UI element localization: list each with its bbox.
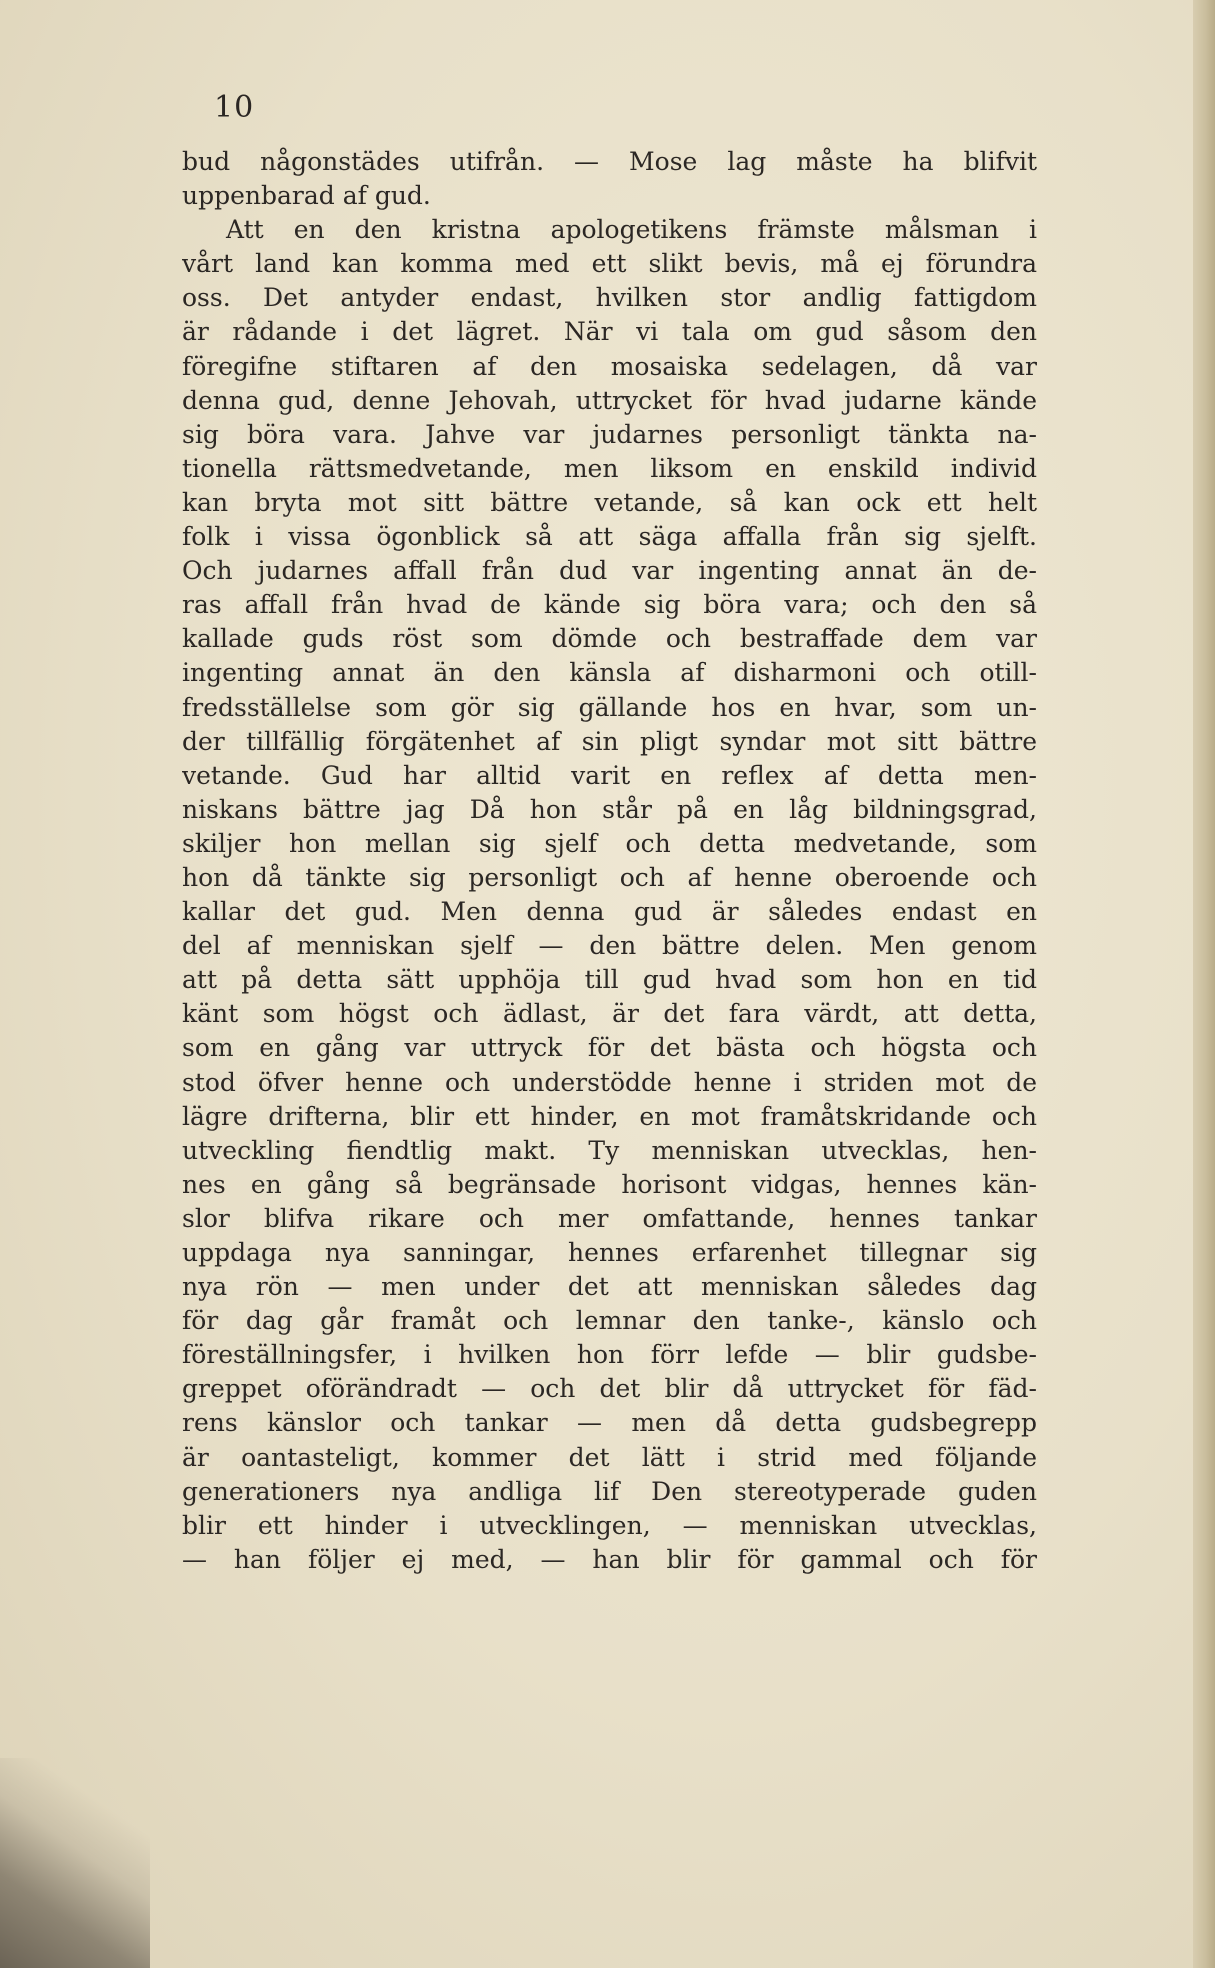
text-line: kallade guds röst som dömde och bestraffade dem var [182,624,1037,654]
text-line: stod öfver henne och understödde henne i striden mot de [182,1067,1037,1097]
text-line: känt som högst och ädlast, är det fara värdt, att detta, [182,999,1037,1029]
text-line: bud någonstädes utifrån. — Mose lag måste ha blifvit [182,147,1037,176]
text-line: är oantasteligt, kommer det lätt i strid med följande [182,1442,1037,1472]
text-line: der tillfällig förgätenhet af sin pligt syndar mot sitt bättre [182,726,1037,756]
text-line: hon då tänkte sig personligt och af henne oberoende och [182,862,1037,892]
text-line: skiljer hon mellan sig sjelf och detta medvetande, som [182,828,1037,858]
text-line: uppdaga nya sanningar, hennes erfarenhet tillegnar sig [182,1238,1037,1267]
text-line: vetande. Gud har alltid varit en reflex af detta men- [182,760,1037,790]
text-line: sig böra vara. Jahve var judarnes personligt tänkta na- [182,419,1037,449]
text-line: ras affall från hvad de kände sig böra vara; och den så [182,590,1037,620]
text-line: föreställningsfer, i hvilken hon förr lefde — blir gudsbe- [182,1340,1037,1370]
text-line: nya rön — men under det att menniskan således dag [182,1272,1037,1302]
text-line: för dag går framåt och lemnar den tanke-, känslo och [182,1306,1037,1336]
text-line: föregifne stiftaren af den mosaiska sedelagen, då var [182,351,1037,381]
text-line: uppenbarad af gud. [182,181,431,211]
text-line: Och judarnes affall från dud var ingenting annat än de- [182,556,1037,586]
text-line: greppet oförändradt — och det blir då uttrycket för fäd- [182,1374,1037,1404]
text-line: som en gång var uttryck för det bästa och högsta och [182,1033,1037,1063]
text-line: kallar det gud. Men denna gud är således endast en [182,897,1037,927]
text-line: slor blifva rikare och mer omfattande, hennes tankar [182,1203,1037,1233]
text-line: oss. Det antyder endast, hvilken stor andlig fattigdom [182,283,1037,313]
text-line: tionella rättsmedvetande, men liksom en enskild individ [182,453,1037,483]
text-line: att på detta sätt upphöja till gud hvad som hon en tid [182,965,1037,995]
page-number: 10 [214,90,255,125]
text-line: niskans bättre jag Då hon står på en låg bildningsgrad, [182,794,1037,824]
text-line: rens känslor och tankar — men då detta gudsbegrepp [182,1408,1037,1438]
corner-shadow [0,1758,150,1968]
text-line: denna gud, denne Jehovah, uttrycket för hvad judarne kände [182,385,1037,415]
text-line: Att en den kristna apologetikens främste målsman i [226,215,1037,245]
text-line: del af menniskan sjelf — den bättre delen. Men genom [182,931,1037,961]
text-line: utveckling fiendtlig makt. Ty menniskan utvecklas, hen- [182,1135,1037,1165]
text-line: blir ett hinder i utvecklingen, — menniskan utvecklas, [182,1510,1037,1540]
text-line: — han följer ej med, — han blir för gammal och för [182,1544,1037,1574]
body-text [182,145,1037,1577]
text-line: folk i vissa ögonblick så att säga affalla från sig sjelft. [182,522,1037,552]
text-line: generationers nya andliga lif Den stereotyperade guden [182,1476,1037,1506]
text-line: vårt land kan komma med ett slikt bevis, må ej förundra [182,249,1037,279]
text-line: nes en gång så begränsade horisont vidgas, hennes kän- [182,1169,1037,1199]
text-line: lägre drifterna, blir ett hinder, en mot framåtskridande och [182,1101,1037,1131]
page-edge [1193,0,1215,1968]
text-line: ingenting annat än den känsla af disharmoni och otill- [182,658,1037,688]
text-line: kan bryta mot sitt bättre vetande, så kan ock ett helt [182,487,1037,517]
text-line: fredsställelse som gör sig gällande hos en hvar, som un- [182,692,1037,722]
text-line: är rådande i det lägret. När vi tala om gud såsom den [182,317,1037,347]
